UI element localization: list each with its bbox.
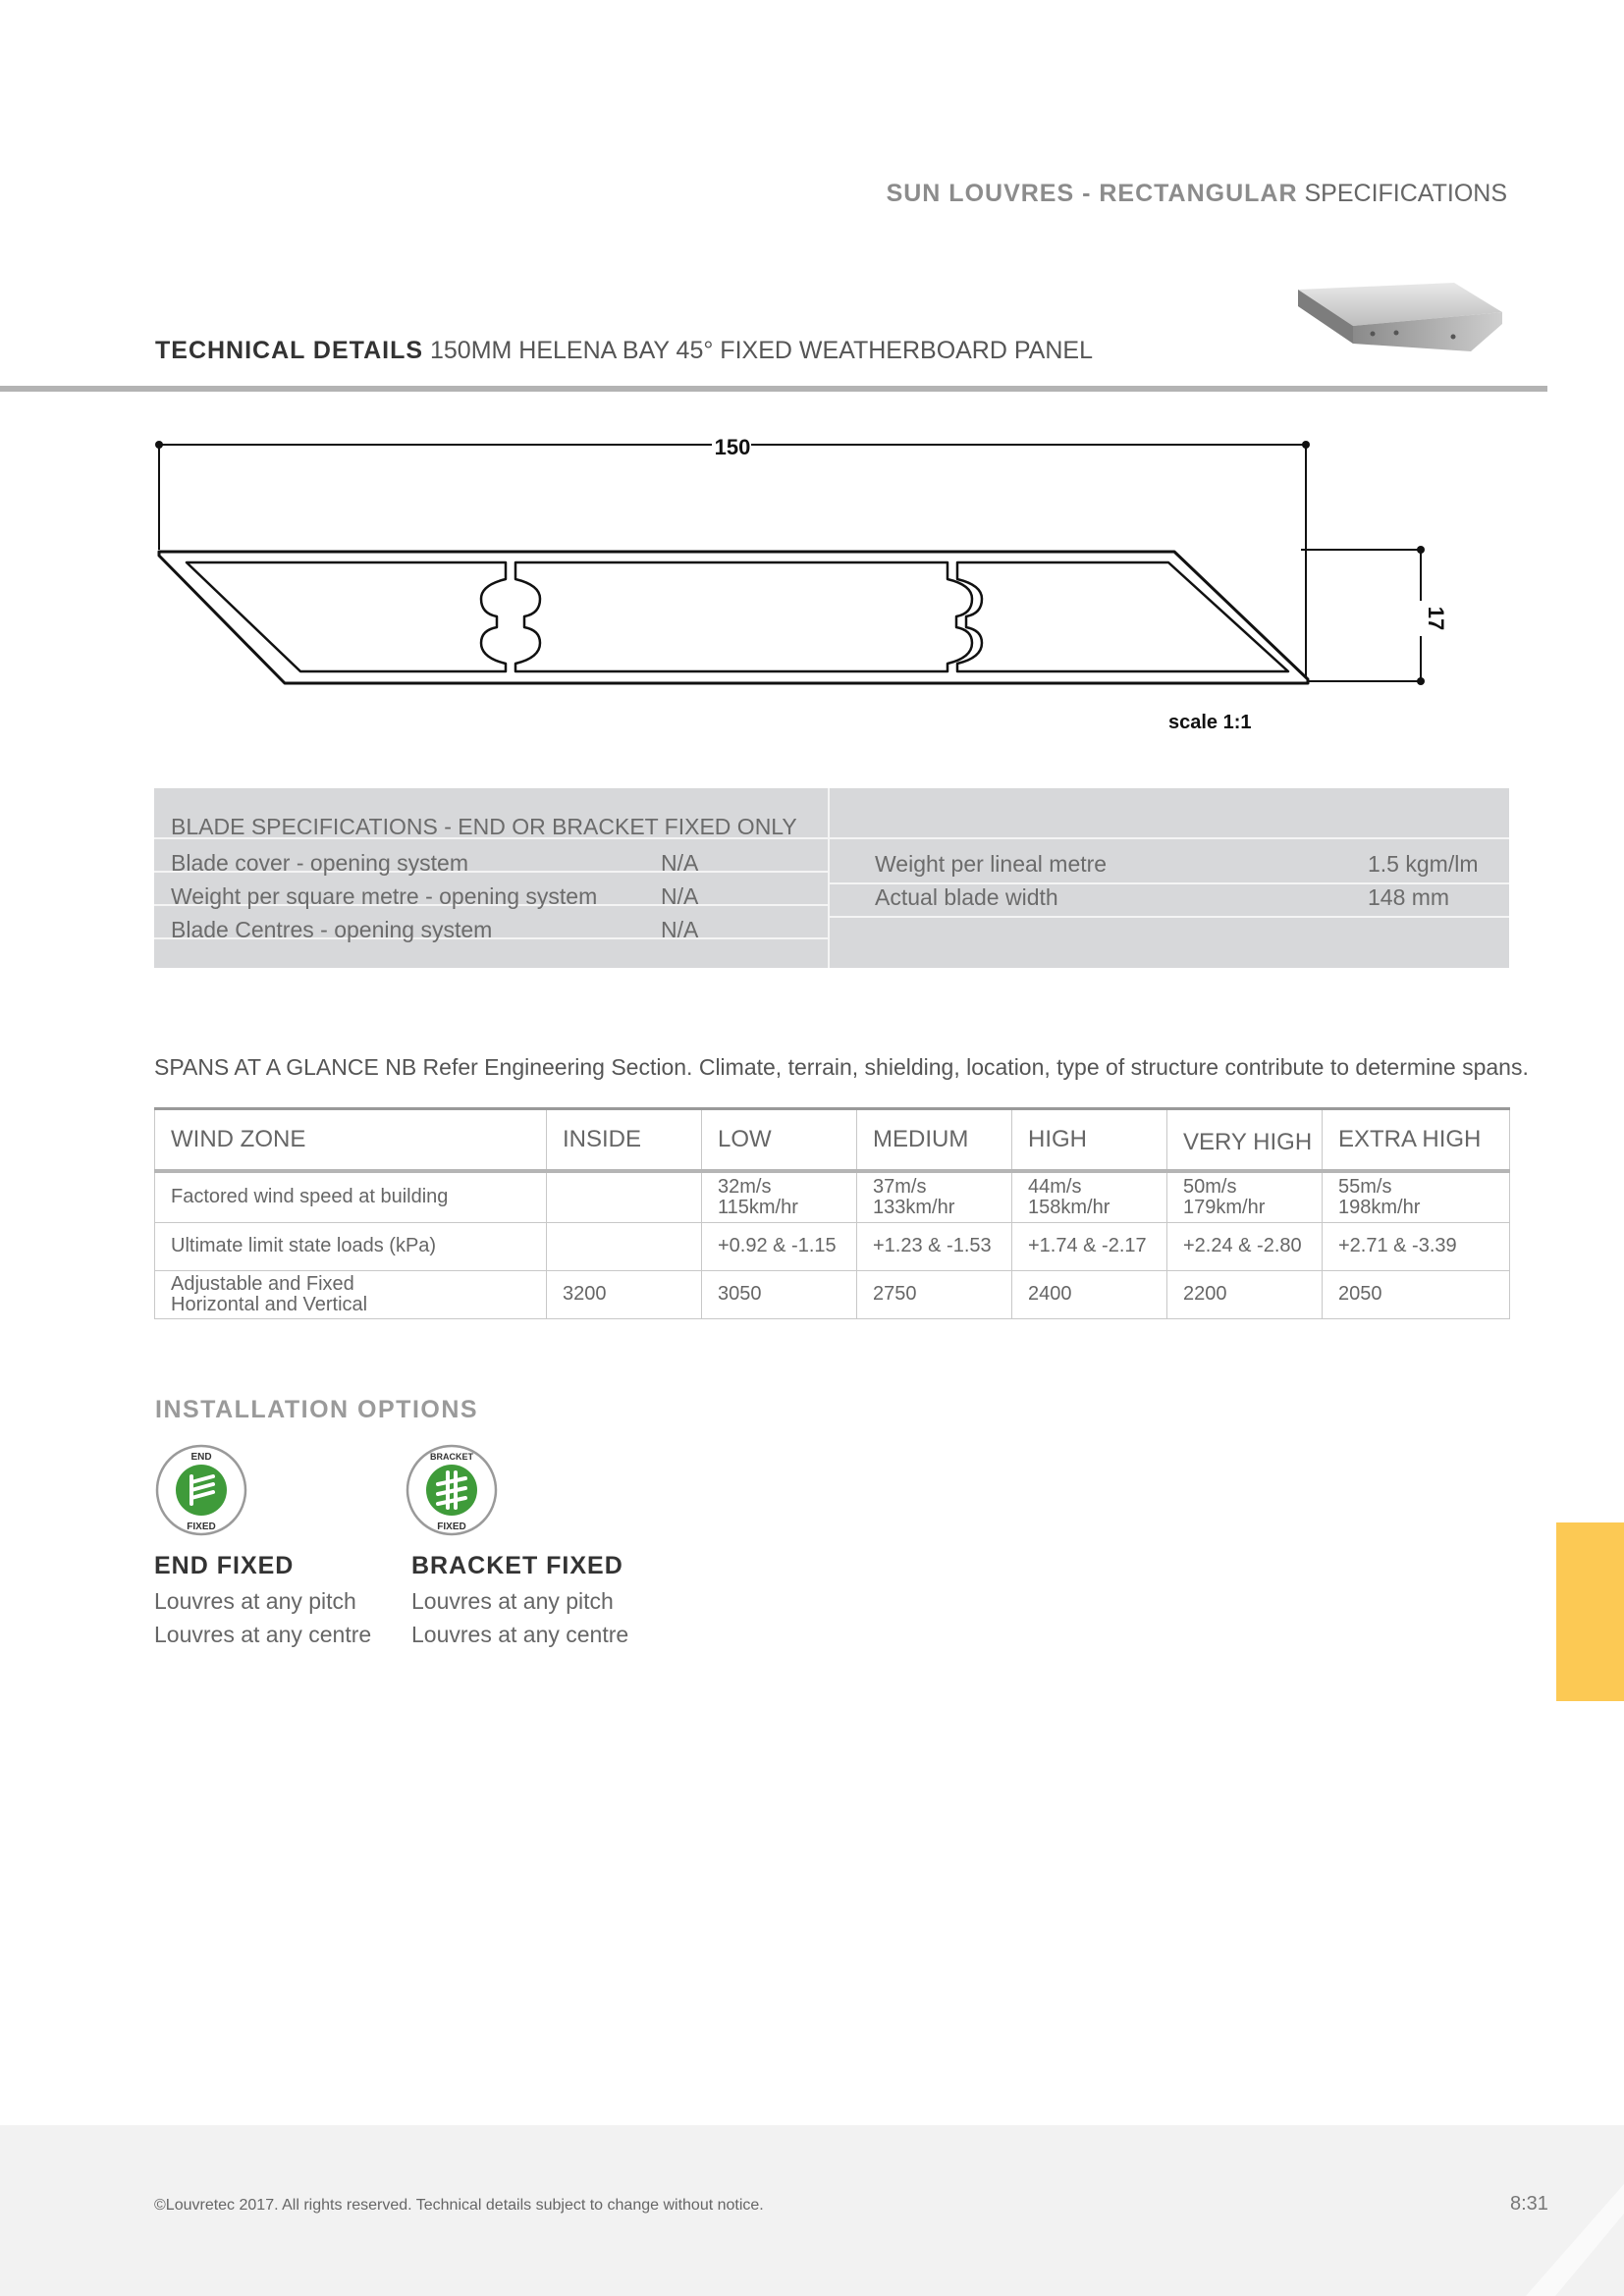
header-medium: MEDIUM [857,1109,1012,1172]
table-cell: +2.71 & -3.39 [1323,1222,1510,1270]
table-cell: 2400 [1012,1270,1167,1318]
header-title-rest: SPECIFICATIONS [1297,180,1507,207]
header-extra-high: EXTRA HIGH [1323,1109,1510,1172]
blade-specifications-table [154,788,1509,968]
badge-top-text: BRACKET [430,1452,473,1462]
table-cell [547,1222,702,1270]
row-label-line: Adjustable and Fixed [171,1272,354,1295]
badge-bottom-text: FIXED [187,1522,216,1532]
install-option-end-fixed [154,1443,390,1648]
blade-spec-label: Weight per lineal metre [875,851,1108,877]
blade-spec-value: N/A [661,917,699,942]
option-detail: Louvres at any pitch [154,1588,356,1614]
table-cell: 3050 [702,1270,857,1318]
table-row [155,1171,1510,1222]
table-cell: +0.92 & -1.15 [702,1222,857,1270]
cell-line: 179km/hr [1183,1196,1266,1218]
footer-copyright: ©Louvretec 2017. All rights reserved. Technical details subject to change without notice. [154,2197,764,2214]
cell-line: 50m/s [1183,1175,1237,1198]
blade-spec-label: Weight per square metre - opening system [171,883,598,909]
header-very-high: VERY HIGH [1167,1109,1323,1172]
section-tab [1556,1522,1624,1701]
blade-spec-label: Blade Centres - opening system [171,917,493,942]
badge-bottom-text: FIXED [437,1522,466,1532]
table-cell: 2750 [857,1270,1012,1318]
spans-table [154,1107,1510,1319]
table-cell [857,1171,1012,1222]
blade-spec-value: N/A [661,850,699,876]
table-cell: 3200 [547,1270,702,1318]
installation-heading: INSTALLATION OPTIONS [155,1396,479,1423]
table-row [155,1222,1510,1270]
cell-line: 158km/hr [1028,1196,1110,1218]
cell-line: 32m/s [718,1175,772,1198]
table-cell [1012,1171,1167,1222]
option-detail: Louvres at any centre [411,1622,629,1647]
option-title: END FIXED [154,1552,295,1579]
scale-label: scale 1:1 [1168,712,1252,733]
badge-top-text: END [190,1452,212,1463]
table-cell: +2.24 & -2.80 [1167,1222,1323,1270]
blade-spec-label: Blade cover - opening system [171,850,468,876]
profile-drawing [147,422,1453,746]
cell-line: 37m/s [873,1175,927,1198]
table-cell [1323,1171,1510,1222]
document-header [887,180,1507,208]
header-inside: INSIDE [547,1109,702,1172]
install-option-bracket-fixed [405,1443,660,1648]
header-divider [0,386,1547,392]
row-label: Factored wind speed at building [155,1171,547,1222]
bracket-fixed-badge-icon [405,1443,499,1537]
row-divider [830,916,1509,918]
option-detail: Louvres at any pitch [411,1588,614,1614]
table-cell: 2050 [1323,1270,1510,1318]
header-high: HIGH [1012,1109,1167,1172]
product-name: 150MM HELENA BAY 45° FIXED WEATHERBOARD PANEL [423,337,1093,364]
table-cell [1167,1171,1323,1222]
table-cell [547,1171,702,1222]
table-cell: 2200 [1167,1270,1323,1318]
cell-line: 198km/hr [1338,1196,1421,1218]
row-label-line: Horizontal and Vertical [171,1293,368,1315]
header-wind-zone: WIND ZONE [155,1109,547,1172]
cell-line: 55m/s [1338,1175,1392,1198]
cell-line: 133km/hr [873,1196,955,1218]
row-label [155,1270,547,1318]
cell-line: 44m/s [1028,1175,1082,1198]
end-fixed-badge-icon [154,1443,248,1537]
table-cell: +1.74 & -2.17 [1012,1222,1167,1270]
blade-chambers [187,562,1288,671]
column-divider [828,788,830,968]
width-dimension-label: 150 [714,435,751,459]
table-cell: +1.23 & -1.53 [857,1222,1012,1270]
option-detail: Louvres at any centre [154,1622,372,1647]
spans-header-row [155,1109,1510,1172]
option-title: BRACKET FIXED [411,1552,623,1579]
height-dimension-label: 17 [1424,606,1448,631]
table-cell [702,1171,857,1222]
blade-spec-value: N/A [661,883,699,909]
blade-spec-label: Actual blade width [875,884,1058,910]
technical-details-label: TECHNICAL DETAILS [155,337,424,364]
row-label: Ultimate limit state loads (kPa) [155,1222,547,1270]
spans-intro: SPANS AT A GLANCE NB Refer Engineering Section. Climate, terrain, shielding, location, type of structure contribute to determine spans. [154,1054,1529,1080]
cell-line: 115km/hr [718,1196,798,1218]
blade-spec-heading: BLADE SPECIFICATIONS - END OR BRACKET FIXED ONLY [171,814,797,839]
header-title-bold: SUN LOUVRES - RECTANGULAR [886,180,1298,207]
header-low: LOW [702,1109,857,1172]
page-number: 8:31 [1510,2193,1548,2215]
louvre-blade-image [1292,265,1508,363]
table-row [155,1270,1510,1318]
blade-spec-value: 1.5 kgm/lm [1368,851,1479,877]
technical-details-title [155,337,1093,365]
blade-spec-value: 148 mm [1368,884,1450,910]
